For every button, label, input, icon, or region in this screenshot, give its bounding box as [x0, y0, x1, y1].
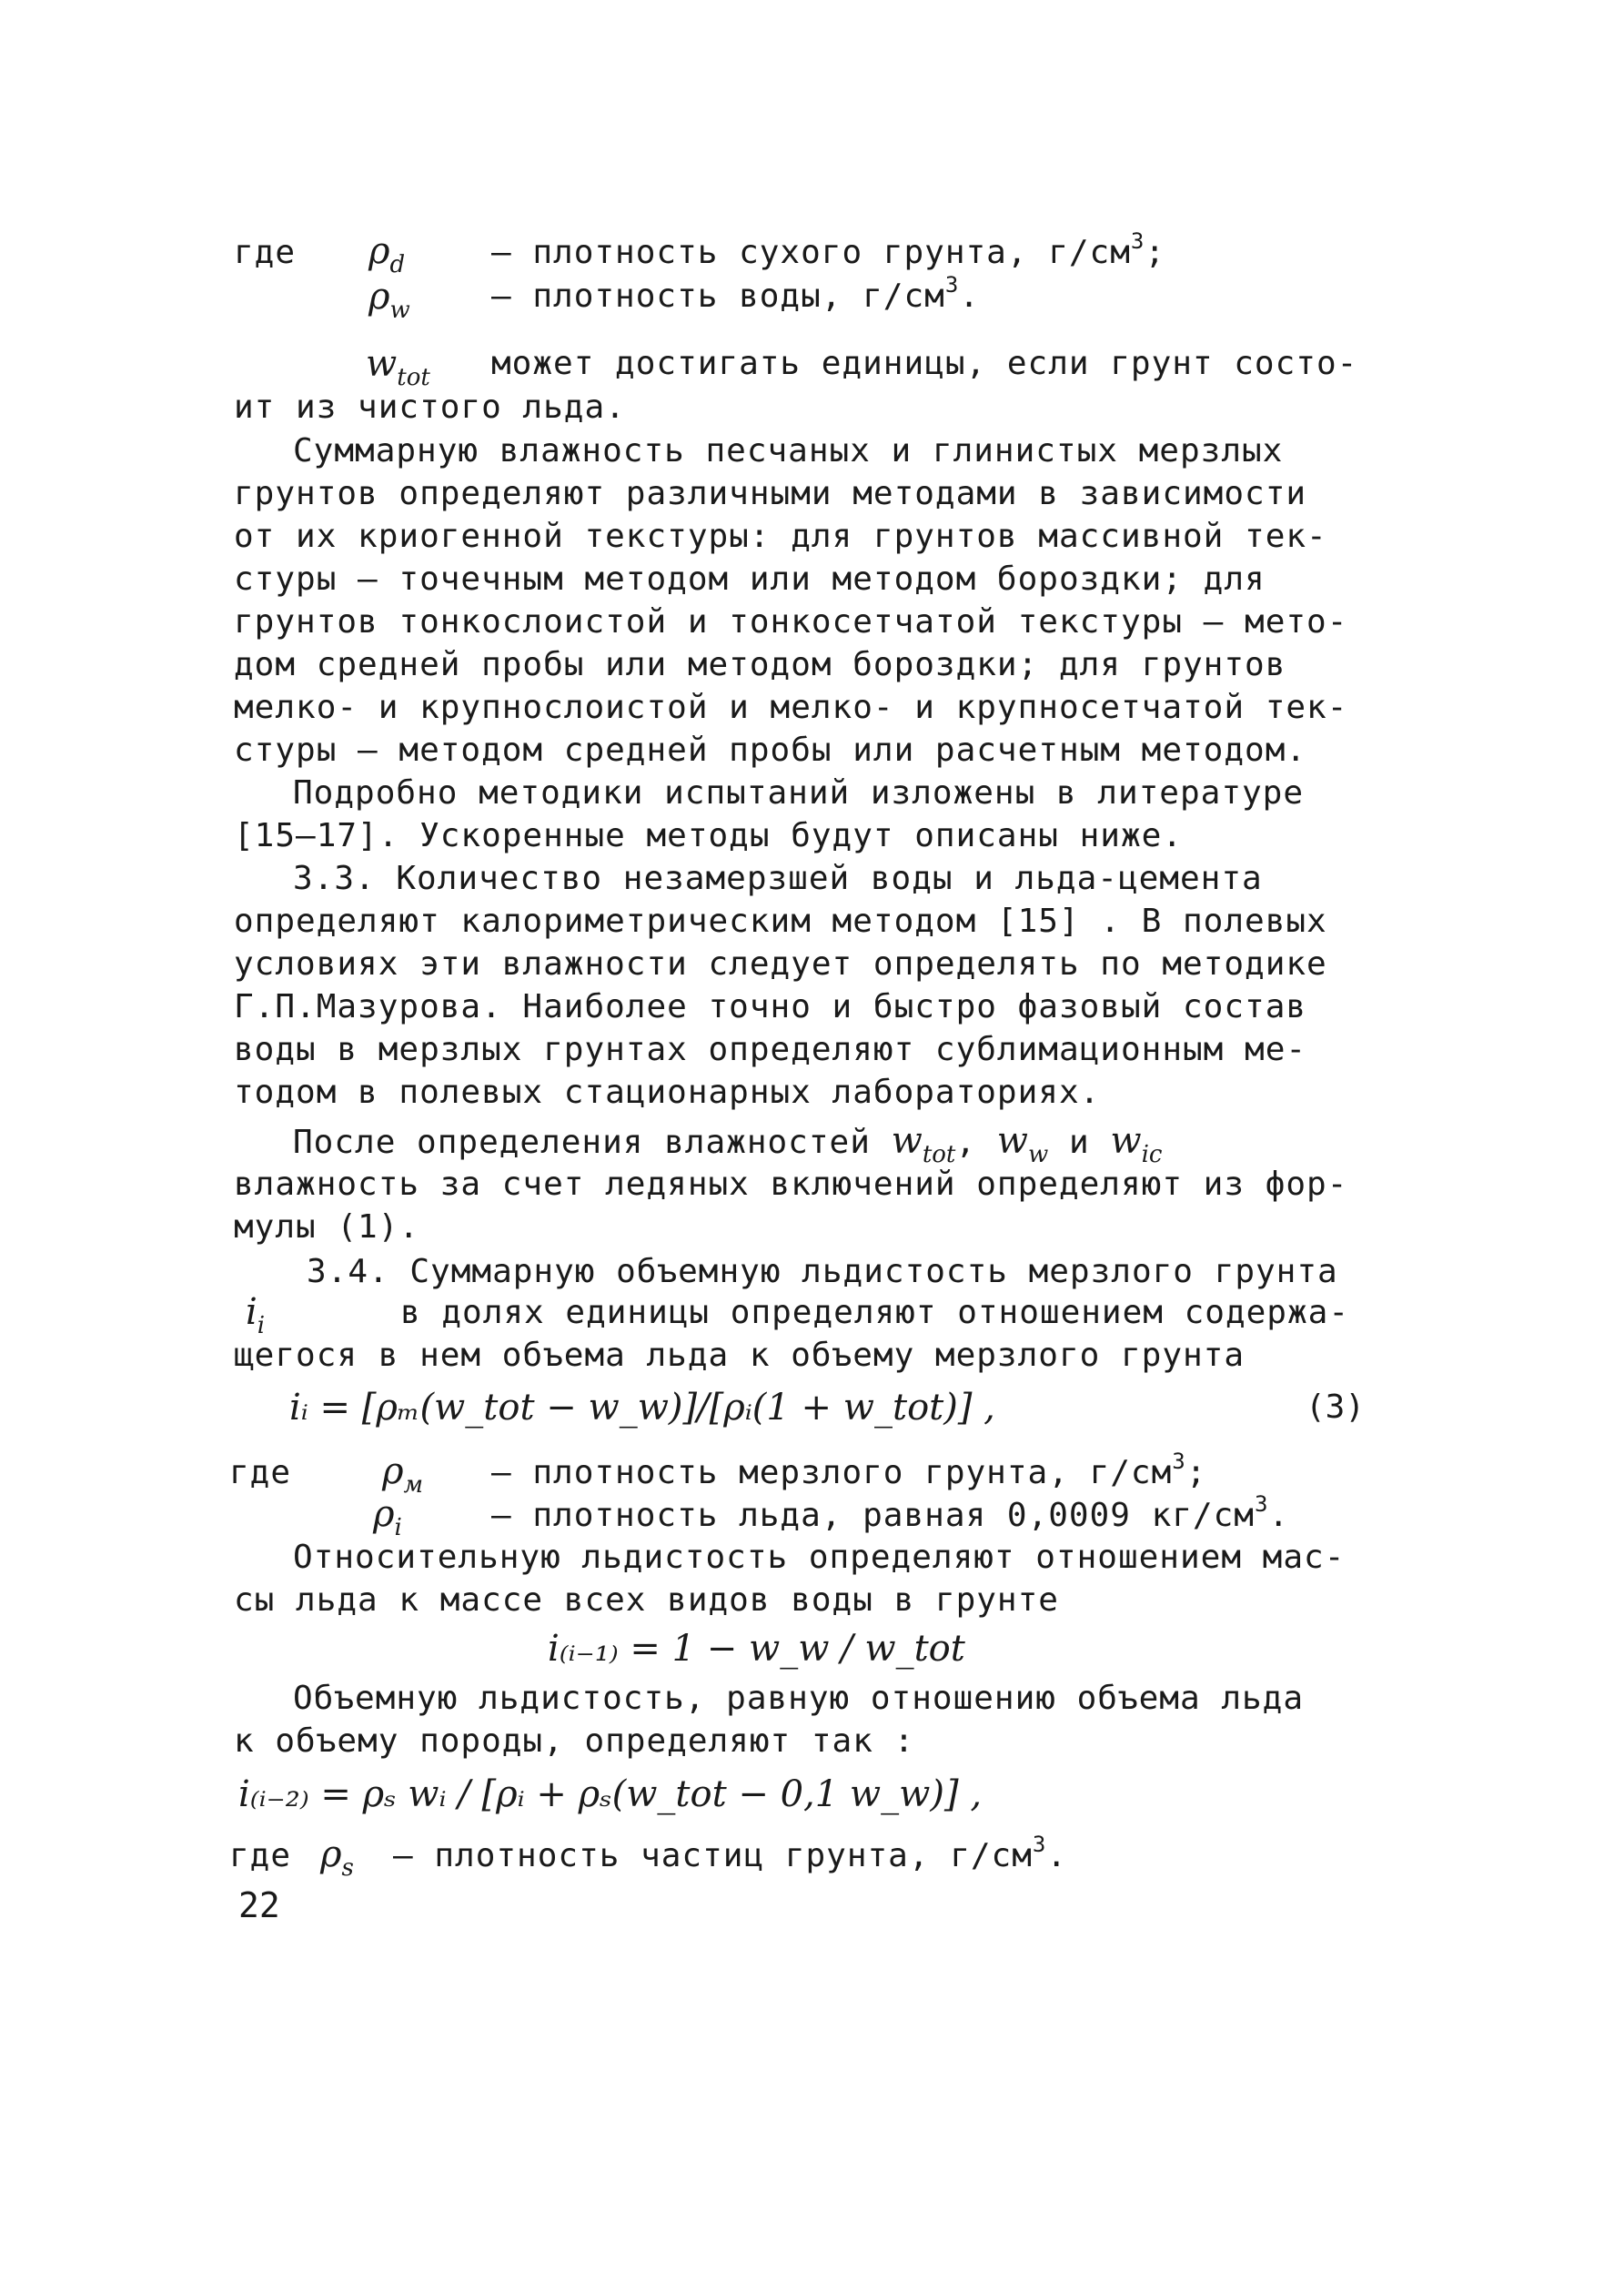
page-number: 22 [238, 1885, 280, 1925]
paragraph-line: определяют калориметрическим методом [15] . В полевых [234, 903, 1327, 940]
w-tot-text-line2: ит из чистого льда. [234, 389, 626, 426]
paragraph-line: щегося в нем объема льда к объему мерзлого грунта [234, 1337, 1246, 1374]
rho-d-symbol: $\rho_d$ [368, 230, 406, 278]
w-tot-symbol: $w_{tot}$ [366, 343, 430, 391]
paragraph-line: Суммарную влажность песчаных и глинистых мерзлых [293, 432, 1284, 470]
paragraph-line: [15–17]. Ускоренные методы будут описаны ниже. [234, 817, 1183, 854]
rho-m-symbol: $\rho_м$ [382, 1450, 424, 1499]
paragraph-line: Относительную льдистость определяют отношением мас- [293, 1539, 1346, 1576]
paragraph-line: Подробно методики испытаний изложены в литературе [293, 774, 1305, 812]
paragraph-line: грунтов определяют различными методами в зависимости [234, 475, 1307, 512]
paragraph-line: к объему породы, определяют так : [234, 1722, 915, 1760]
equation-volumetric-ice-content: i₍ᵢ₋₂₎ = ρₛ wᵢ / [ρᵢ + ρₛ(w_tot − 0,1 w_w)] , [238, 1773, 983, 1815]
paragraph-line: в долях единицы определяют отношением содержа- [400, 1294, 1349, 1331]
rho-s-definition: – плотность частиц грунта, $г/см^3$. [393, 1832, 1068, 1874]
paragraph-line: мелко- и крупнослоистой и мелко- и крупносетчатой тек- [234, 689, 1348, 726]
paragraph-line: Г.П.Мазурова. Наиболее точно и быстро фазовый состав [234, 988, 1307, 1025]
paragraph-line: Объемную льдистость, равную отношению объема льда [293, 1680, 1305, 1717]
paragraph-line: После определения влажностей $w_{tot}$, $w_w$ и $w_{ic}$ [293, 1120, 1163, 1168]
paragraph-line: стуры – точечным методом или методом бороздки; для [234, 560, 1266, 598]
paragraph-line: дом средней пробы или методом бороздки; для грунтов [234, 646, 1286, 683]
paragraph-line: от их криогенной текстуры: для грунтов массивной тек- [234, 518, 1327, 555]
paragraph-line: 3.3. Количество незамерзшей воды и льда-цемента [293, 860, 1263, 897]
rho-s-symbol: $\rho_s$ [320, 1833, 354, 1882]
where-label: где [229, 1837, 292, 1874]
paragraph-line: сы льда к массе всех видов воды в грунте [234, 1581, 1059, 1619]
w-w-inline: $w_w$ [996, 1120, 1049, 1168]
where-label: где [234, 234, 297, 271]
paragraph-line: воды в мерзлых грунтах определяют сублимационным ме- [234, 1031, 1307, 1068]
rho-w-symbol: $\rho_w$ [368, 276, 410, 324]
rho-d-definition: – плотность сухого грунта, $г/см^3$; [491, 228, 1166, 271]
w-tot-text-line1: может достигать единицы, если грунт состо- [491, 345, 1358, 382]
rho-w-definition: – плотность воды, $г/см^3$. [491, 272, 980, 315]
w-tot-inline: $w_{tot}$ [891, 1120, 956, 1168]
equation-3: iᵢ = [ρₘ(w_tot − w_w)]/[ρᵢ(1 + w_tot)] , [289, 1387, 995, 1429]
i-i-symbol: $i_i$ [246, 1291, 266, 1339]
paragraph-line: грунтов тонкослоистой и тонкосетчатой текстуры – мето- [234, 603, 1348, 641]
equation-number: (3) [1306, 1388, 1366, 1426]
paragraph-line: влажность за счет ледяных включений определяют из фор- [234, 1166, 1348, 1203]
w-ic-inline: $w_{ic}$ [1110, 1120, 1163, 1168]
paragraph-line: 3.4. Суммарную объемную льдистость мерзлого грунта [307, 1253, 1338, 1290]
where-label: где [229, 1454, 292, 1491]
rho-m-definition: – плотность мерзлого грунта, $г/см^3$; [491, 1449, 1207, 1491]
paragraph-line: условиях эти влажности следует определять по методике [234, 945, 1327, 983]
paragraph-line: стуры – методом средней пробы или расчетным методом. [234, 732, 1307, 769]
rho-i-symbol: $\rho_i$ [373, 1493, 402, 1541]
rho-i-definition: – плотность льда, равная 0,0009 $кг/см^3$. [491, 1491, 1290, 1534]
equation-relative-ice-content: i₍ᵢ₋₁₎ = 1 − w_w / w_tot [548, 1628, 965, 1670]
paragraph-line: тодом в полевых стационарных лабораториях. [234, 1074, 1101, 1111]
paragraph-line: мулы (1). [234, 1208, 420, 1246]
